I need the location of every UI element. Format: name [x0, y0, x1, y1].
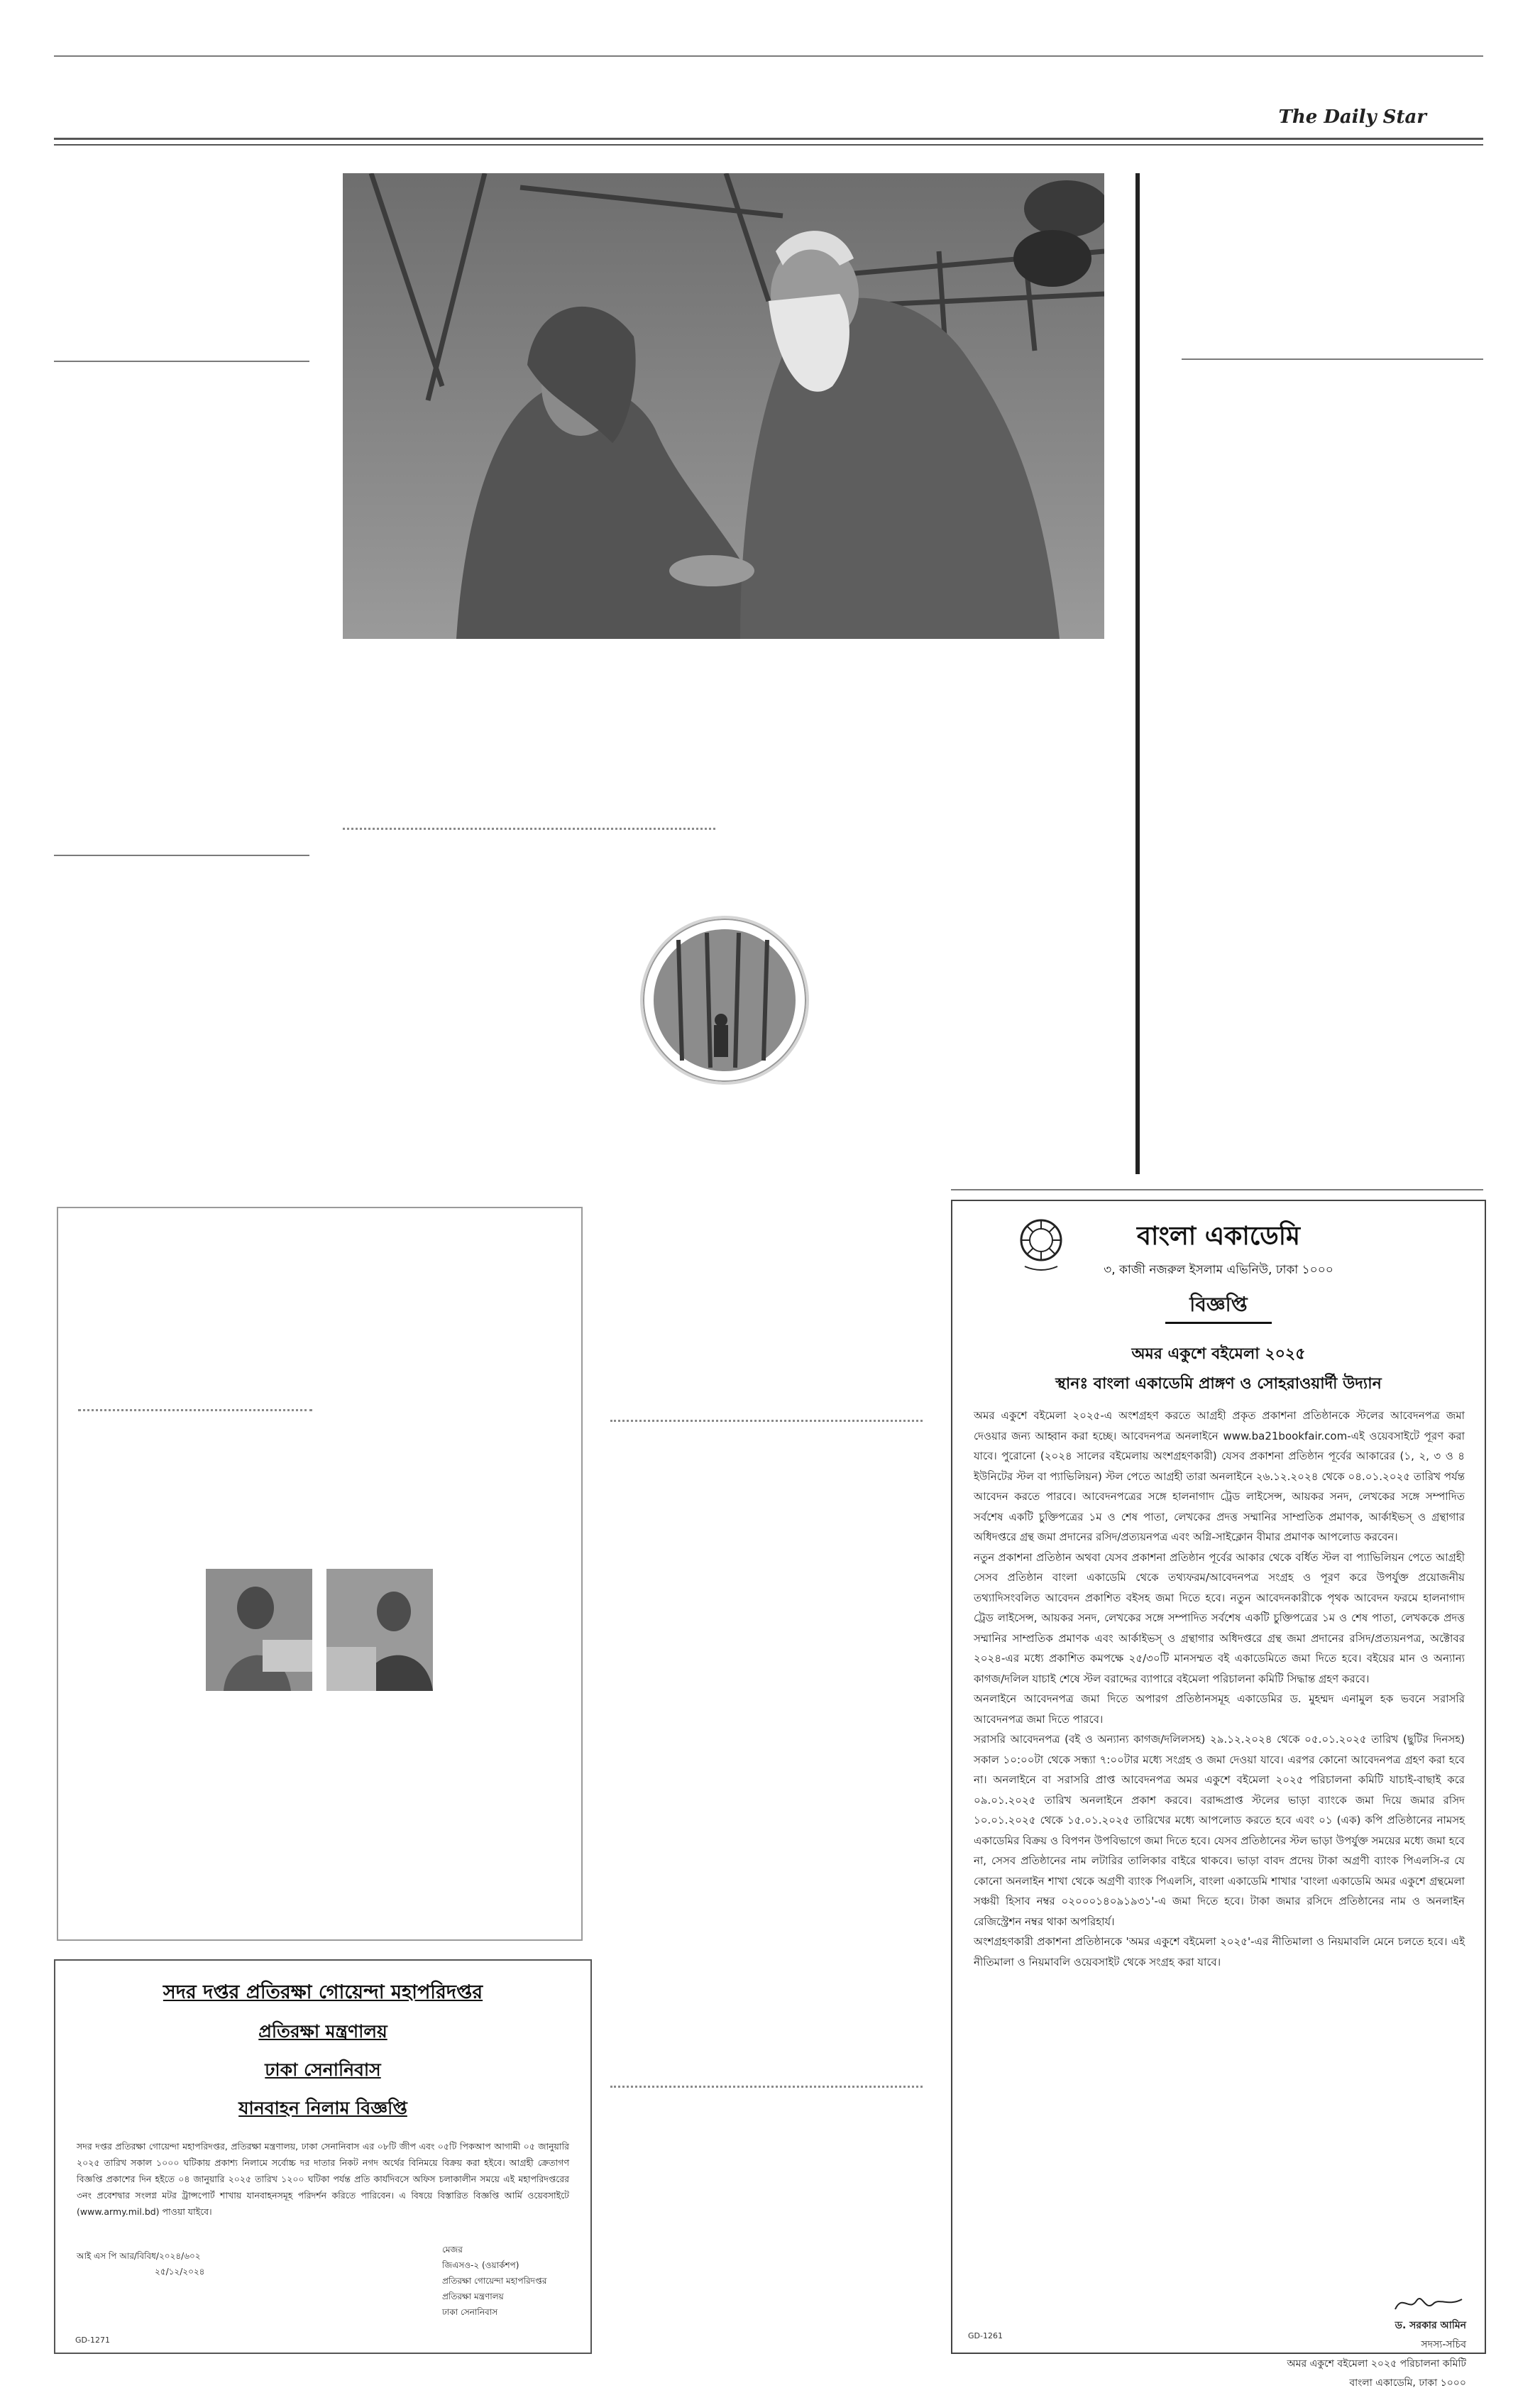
notice-title: [1165, 1289, 1272, 1324]
sig-line: প্রতিরক্ষা মন্ত্রণালয়: [442, 2291, 504, 2301]
mid-col-rule-1: [610, 1420, 923, 1422]
army-ad-body: সদর দপ্তর প্রতিরক্ষা গোয়েন্দা মহাপরিদপ্তর, প্রতিরক্ষা মন্ত্রণালয়, ঢাকা সেনানিবাস এর ০৮টি জীপ এবং ০৫টি পিকআপ আগামী ০৫ জানুয়ারি ২০২৫ তারিখ সকাল ১০০০ ঘটিকায় প্রকাশ্য নিলামে সর্বোচ্চ দর দাতার নিকট নগদ অর্থের বিনিময়ে বিক্রয় করা হইবে। আগ্রহী ক্রেতাগণ বিজ্ঞপ্তি প্রকাশের দিন হইতে ০৪ জানুয়ারি ২০২৫ তারিখ ১২০০ ঘটিকা পর্যন্ত প্রতি কার্যদিবসে অফিস চলাকালীন সময়ে এই মহাপরিদপ্তরের ৩নং প্রবেশদ্বার সংলগ্ন মটর ট্রান্সপোর্ট শাখায় যানবাহনসমূহ পরিদর্শন করিতে পারিবেন। এ বিষয়ে বিস্তারিত বিজ্ঞপ্তি আর্মি ওয়েবসাইটে (www.army.mil.bd) পাওয়া যাইবে।: [77, 2141, 569, 2217]
academy-paragraph: সরাসরি আবেদনপত্র (বই ও অন্যান্য কাগজ/দলিলসহ) ২৯.১২.২০২৪ থেকে ০৫.০১.২০২৫ তারিখ (ছুটির দিনসহ) সকাল ১০:০০টা থেকে সন্ধ্যা ৭:০০টার মধ্যে সংগ্রহ ও জমা দেওয়া যাবে। এরপর কোনো আবেদনপত্র গ্রহণ করা হবে না। অনলাইনে বা সরাসরি প্রাপ্ত আবেদনপত্র অমর একুশে বইমেলা ২০২৫ পরিচালনা কমিটি যাচাই-বাছাই করে ০৯.০১.২০২৫ তারিখ অনলাইনে প্রকাশ করবে। বরাদ্দপ্রাপ্ত স্টলের ভাড়া ব্যাংকে জমা দিয়ে জমার রসিদ ১০.০১.২০২৫ থেকে ১৫.০১.২০২৫ তারিখের মধ্যে আপলোড করতে হবে এবং ০১ (এক) কপি প্রতিষ্ঠানের নামসহ একাডেমির বিক্রয় ও বিপণন উপবিভাগে জমা দিতে হবে। যেসব প্রতিষ্ঠানের স্টল ভাড়া উপর্যুক্ত সময়ের মধ্যে জমা হবে না, সেসব প্রতিষ্ঠানের নাম লটারির তালিকার বাইরে থাকবে। ভাড়া বাবদ প্রদেয় টাকা অগ্রণী ব্যাংক পিএলসি-র যে কোনো অনলাইন শাখা থেকে অগ্রণী ব্যাংক পিএলসি, বাংলা একাডেমি শাখার 'বাংলা একাডেমি অমর একুশে গ্রন্থমেলা সঞ্চয়ী হিসাব নম্বর ০২০০০১৪০৯১৯৩১'-এ জমা দিতে হবে। টাকা জমার রসিদে প্রতিষ্ঠানের নাম ও অনলাইন রেজিস্ট্রেশন নম্বর থাকা অপরিহার্য।: [974, 1733, 1465, 1928]
signer-org: বাংলা একাডেমি, ঢাকা ১০০০: [1349, 2377, 1466, 2389]
army-ad-heading-2: প্রতিরক্ষা মন্ত্রণালয়: [258, 2021, 387, 2042]
army-ad-signature: [442, 2242, 546, 2320]
portrait-photo-woman: [206, 1569, 312, 1691]
mid-col-rule-2: [610, 2086, 923, 2088]
signer-name: ড. সরকার আমিন: [1395, 2320, 1466, 2331]
main-photo-elderly-couple: [343, 173, 1104, 639]
academy-address: ৩, কাজী নজরুল ইসলাম এভিনিউ, ঢাকা ১০০০: [1104, 1263, 1333, 1277]
signer-title: সদস্য-সচিব: [1421, 2339, 1466, 2350]
army-ad-ref-date: ২৫/১২/২০২৪: [155, 2267, 205, 2277]
left-box-rule: [78, 1409, 312, 1411]
bangla-academy-advert: [951, 1200, 1486, 2389]
academy-signature-block: [1287, 2291, 1466, 2393]
sig-line: মেজর: [442, 2245, 463, 2255]
academy-paragraph: অংশগ্রহণকারী প্রকাশনা প্রতিষ্ঠানকে 'অমর একুশে বইমেলা ২০২৫'-এর নীতিমালা ও নিয়মাবলি মেনে চলতে হবে। এই নীতিমালা ও নিয়মাবলি ওয়েবসাইট থেকে সংগ্রহ করা যাবে।: [974, 1935, 1465, 1968]
newspaper-logo: The Daily Star: [1278, 106, 1426, 128]
column-divider: [1135, 173, 1140, 1174]
academy-ad-body: [974, 1406, 1465, 1972]
portrait-man-graphic: [326, 1569, 433, 1691]
sig-line: প্রতিরক্ষা গোয়েন্দা মহাপরিদপ্তর: [442, 2276, 547, 2286]
army-ad-heading-1: সদর দপ্তর প্রতিরক্ষা গোয়েন্দা মহাপরিদপ্তর: [163, 1981, 483, 2003]
army-ad-ref: আই এস পি আর/বিবিধ/২০২৪/৬০২: [77, 2251, 201, 2261]
army-ad-heading-3: ঢাকা সেনানিবাস: [265, 2059, 381, 2080]
left-col-rule-1: [54, 361, 309, 362]
inset-photo-graphic: [643, 919, 806, 1082]
inset-circle-photo: [640, 916, 809, 1085]
academy-ad-gd-code: GD-1261: [968, 2331, 1003, 2340]
sig-line: ঢাকা সেনানিবাস: [442, 2307, 498, 2317]
caption-rule: [343, 828, 715, 830]
signature-graphic: [1388, 2291, 1466, 2316]
masthead-rule-2: [54, 144, 1483, 146]
portrait-woman-graphic: [206, 1569, 312, 1691]
army-ad-gd-code: GD-1271: [75, 2335, 110, 2345]
photo-graphic: [343, 173, 1104, 639]
left-advert-box: [57, 1207, 583, 1941]
event-venue: স্থানঃ বাংলা একাডেমি প্রাঙ্গণ ও সোহরাওয়ার্দী উদ্যান: [1055, 1375, 1382, 1393]
handwritten-signature: [1287, 2291, 1466, 2316]
academy-paragraph: অনলাইনে আবেদনপত্র জমা দিতে অপারগ প্রতিষ্ঠানসমূহ একাডেমির ড. মুহম্মদ এনামুল হক ভবনে সরাসরি আবেদনপত্র জমা দিতে পারবে।: [974, 1692, 1465, 1726]
event-title: অমর একুশে বইমেলা ২০২৫: [1131, 1345, 1306, 1363]
sig-line: জিএসও-২ (ওয়ার্কশপ): [442, 2260, 519, 2270]
section-rule: [951, 1189, 1483, 1190]
army-auction-advert: [54, 1959, 592, 2354]
academy-paragraph: নতুন প্রকাশনা প্রতিষ্ঠান অথবা যেসব প্রকাশনা প্রতিষ্ঠান পূর্বের আকার থেকে বর্ধিত স্টল বা প্যাভিলিয়ন পেতে আগ্রহী সেসব প্রতিষ্ঠান বাংলা একাডেমি থেকে তথ্যফরম/আবেদনপত্র সংগ্রহ ও পূরণ করে উপর্যুক্ত প্রয়োজনীয় তথ্যাদিসংবলিত আবেদন প্রকাশিত বইসহ জমা দিতে হবে। নতুন আবেদনকারীকে পৃথক আবেদন ফরমে হালনাগাদ ট্রেড লাইসেন্স, আয়কর সনদ, লেখকের সঙ্গে সম্পাদিত সর্বশেষ একটি চুক্তিপত্রের ১ম ও শেষ পাতা, লেখককে প্রদত্ত সম্মানির সাম্প্রতিক প্রমাণক এবং আর্কাইভস্‌ ও গ্রন্থাগার অধিদপ্তরে গ্রন্থ জমা প্রদানের রসিদ/প্রত্যয়নপত্র, অক্টোবর ২০২৪-এর মধ্যে প্রকাশিত কমপক্ষে ২৫/৩০টি মানসম্মত বই একাডেমিতে জমা দিতে হবে। বইয়ের মান ও অন্যান্য কাগজ/দলিল যাচাই শেষে স্টল বরাদ্দের ব্যাপারে বইমেলা পরিচালনা কমিটি সিদ্ধান্ত গ্রহণ করবে।: [974, 1550, 1465, 1685]
left-col-rule-2: [54, 855, 309, 856]
portrait-photo-man: [326, 1569, 433, 1691]
notice-title-text: বিজ্ঞপ্তি: [1189, 1293, 1248, 1316]
right-col-rule: [1182, 358, 1483, 360]
academy-name: বাংলা একাডেমি: [1136, 1222, 1301, 1251]
masthead-rule-1: [54, 138, 1483, 140]
army-ad-heading-4: যানবাহন নিলাম বিজ্ঞপ্তি: [238, 2098, 407, 2118]
academy-paragraph: অমর একুশে বইমেলা ২০২৫-এ অংশগ্রহণ করতে আগ্রহী প্রকৃত প্রকাশনা প্রতিষ্ঠানকে স্টলের আবেদনপত্র জমা দেওয়ার জন্য আহ্বান করা হচ্ছে। আবেদনপত্র অনলাইনে www.ba21bookfair.com-এই ওয়েবসাইটে পূরণ করা যাবে। পুরোনো (২০২৪ সালের বইমেলায় অংশগ্রহণকারী) যেসব প্রকাশনা প্রতিষ্ঠান পূর্বের আকারের (১, ২, ৩ ও ৪ ইউনিটের স্টল বা প্যাভিলিয়ন) স্টল পেতে আগ্রহী তারা অনলাইনে ২৬.১২.২০২৪ থেকে ০৪.০১.২০২৫ তারিখ পর্যন্ত আবেদন করতে পারবে। আবেদনপত্রের সঙ্গে হালনাগাদ ট্রেড লাইসেন্স, আয়কর সনদ, লেখকের সঙ্গে সম্পাদিত সর্বশেষ একটি চুক্তিপত্রের ১ম ও শেষ পাতা, লেখকের প্রদত্ত সম্মানির সাম্প্রতিক প্রমাণক, আর্কাইভস্‌ ও গ্রন্থাগার অধিদপ্তরে গ্রন্থ জমা প্রদানের রসিদ/প্রত্যয়নপত্র এবং অগ্নি-সাইক্লোন বীমার প্রমাণক আপলোড করবেন।: [974, 1409, 1465, 1543]
top-rule: [54, 55, 1483, 57]
signer-committee: অমর একুশে বইমেলা ২০২৫ পরিচালনা কমিটি: [1287, 2358, 1466, 2370]
